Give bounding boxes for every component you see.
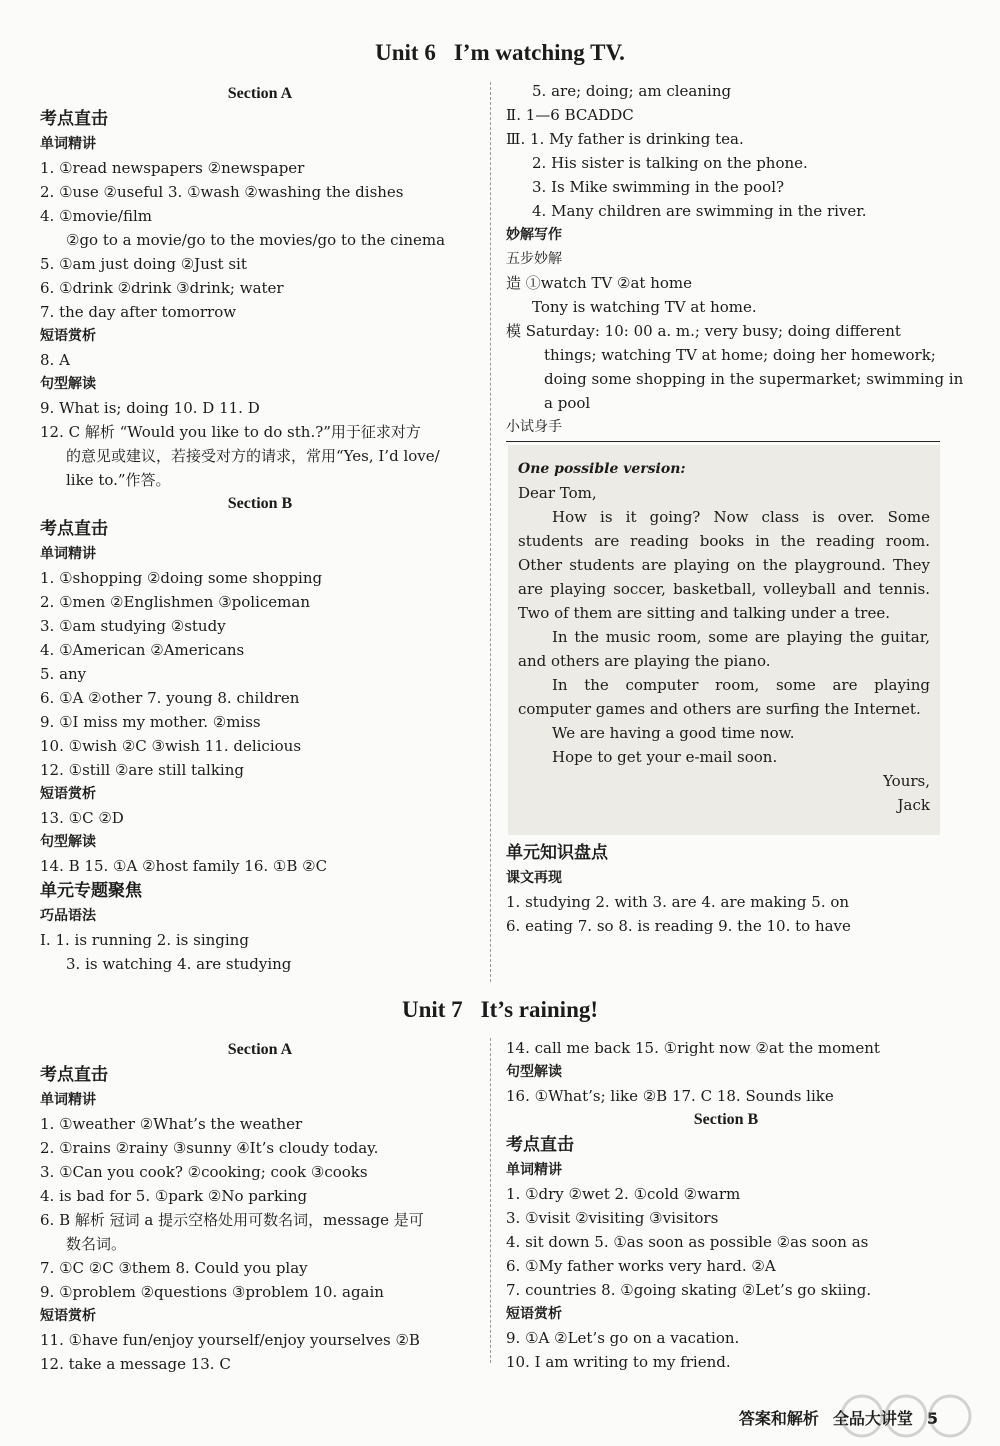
section-heading: Section A xyxy=(227,1041,293,1058)
block-heading: 考点直击 xyxy=(506,1135,574,1155)
sample-essay xyxy=(508,445,940,835)
essay-paragraph: We are having a good time now. xyxy=(552,724,795,742)
answer-line: Tony is watching TV at home. xyxy=(532,298,757,316)
answer-line: 12. ①still ②are still talking xyxy=(40,761,244,779)
block-heading: 单元专题聚焦 xyxy=(40,881,142,901)
unit7-right-column xyxy=(506,1036,946,1374)
answer-line: 9. ①A ②Let’s go on a vacation. xyxy=(506,1329,740,1347)
sub-heading: 短语赏析 xyxy=(40,328,96,344)
answer-line: 11. ①have fun/enjoy yourself/enjoy yourselves ②B xyxy=(40,1331,420,1349)
answer-line: 14. call me back 15. ①right now ②at the moment xyxy=(506,1039,880,1057)
watermark-logo xyxy=(836,1390,976,1442)
essay-paragraph: Hope to get your e-mail soon. xyxy=(552,748,778,766)
answer-line: 5. any xyxy=(40,665,87,683)
section-heading: Section B xyxy=(227,495,293,512)
answer-line: 3. is watching 4. are studying xyxy=(66,955,292,973)
footer-label: 答案和解析 xyxy=(738,1409,819,1428)
answer-line: like to.”作答。 xyxy=(66,471,171,489)
answer-line: doing some shopping in the supermarket; swimming in xyxy=(544,370,964,388)
sub-heading: 短语赏析 xyxy=(40,1308,96,1324)
answer-line: ②go to a movie/go to the movies/go to the cinema xyxy=(66,231,446,249)
section-heading: Section A xyxy=(227,85,293,102)
answer-line: a pool xyxy=(544,394,591,412)
essay-closing: Yours, xyxy=(883,772,930,790)
column-divider-unit7 xyxy=(490,1038,491,1363)
sub-heading: 五步妙解 xyxy=(506,251,562,267)
sub-heading: 句型解读 xyxy=(506,1064,562,1080)
sub-heading: 单词精讲 xyxy=(40,1092,96,1108)
answer-line: Ⅰ. 1. is running 2. is singing xyxy=(40,931,249,949)
answer-line: 14. B 15. ①A ②host family 16. ①B ②C xyxy=(40,857,328,875)
unit6-knowledge-review xyxy=(506,840,946,938)
answer-line: 模 Saturday: 10: 00 a. m.; very busy; doing different xyxy=(506,322,901,340)
answer-line: 4. ①American ②Americans xyxy=(40,641,245,659)
answer-line: 1. ①shopping ②doing some shopping xyxy=(40,569,323,587)
unit6-title xyxy=(0,40,1000,66)
block-heading: 考点直击 xyxy=(40,519,108,539)
unit7-left-column xyxy=(40,1038,480,1376)
answer-line: 2. ①men ②Englishmen ③policeman xyxy=(40,593,310,611)
answer-line: 5. are; doing; am cleaning xyxy=(532,82,732,100)
answer-line: 3. ①Can you cook? ②cooking; cook ③cooks xyxy=(40,1163,368,1181)
answer-line: 9. What is; doing 10. D 11. D xyxy=(40,399,260,417)
answer-line: 6. ①My father works very hard. ②A xyxy=(506,1257,776,1275)
unit6-heading: I’m watching TV. xyxy=(453,40,625,65)
essay-paragraph: In the computer room, some are playing computer games and others are surfing the Internet. xyxy=(518,676,930,718)
answer-line: 8. A xyxy=(40,351,70,369)
essay-paragraph: In the music room, some are playing the guitar, and others are playing the piano. xyxy=(518,628,930,670)
sub-heading: 句型解读 xyxy=(40,376,96,392)
sub-heading: 小试身手 xyxy=(506,419,562,435)
section-heading: Section B xyxy=(693,1111,759,1128)
answer-line: 9. ①problem ②questions ③problem 10. again xyxy=(40,1283,384,1301)
sub-heading: 短语赏析 xyxy=(40,786,96,802)
unit6-number: Unit 6 xyxy=(375,40,436,65)
answer-line: 3. ①visit ②visiting ③visitors xyxy=(506,1209,719,1227)
answer-line: Ⅱ. 1—6 BCADDC xyxy=(506,106,634,124)
sub-heading: 短语赏析 xyxy=(506,1306,562,1322)
answer-line: 7. the day after tomorrow xyxy=(40,303,237,321)
answer-line: 造 ①watch TV ②at home xyxy=(506,274,692,292)
answer-line: 9. ①I miss my mother. ②miss xyxy=(40,713,261,731)
essay-paragraph: How is it going? Now class is over. Some students are reading books in the reading room. Other students are playing on the playground. They are playing soccer, basketball, volleyball and tennis. Two of them are sitting and talking under a tree. xyxy=(518,508,930,622)
essay-greeting: Dear Tom, xyxy=(518,484,597,502)
answer-line: 10. I am writing to my friend. xyxy=(506,1353,731,1371)
footer-brand: 全品大讲堂 xyxy=(832,1409,913,1428)
answer-line: 的意见或建议，若接受对方的请求，常用“Yes, I’d love/ xyxy=(66,447,440,465)
answer-line: 4. is bad for 5. ①park ②No parking xyxy=(40,1187,308,1205)
unit7-number: Unit 7 xyxy=(401,997,463,1022)
sub-heading: 单词精讲 xyxy=(40,546,96,562)
answer-line: 6. ①A ②other 7. young 8. children xyxy=(40,689,300,707)
answer-line: 1. ①weather ②What’s the weather xyxy=(40,1115,303,1133)
unit7-title xyxy=(0,997,1000,1023)
answer-line: 2. His sister is talking on the phone. xyxy=(532,154,808,172)
essay-top-rule xyxy=(506,441,940,442)
answer-line: 数名词。 xyxy=(66,1235,127,1253)
answer-line: 3. Is Mike swimming in the pool? xyxy=(532,178,785,196)
answer-line: 4. Many children are swimming in the river. xyxy=(532,202,867,220)
answer-line: 6. B 解析 冠词 a 提示空格处用可数名词，message 是可 xyxy=(40,1211,424,1229)
answer-line: 4. ①movie/film xyxy=(40,207,153,225)
sub-heading: 巧品语法 xyxy=(40,908,96,924)
answer-line: things; watching TV at home; doing her homework; xyxy=(544,346,936,364)
answer-line: 2. ①rains ②rainy ③sunny ④It’s cloudy today. xyxy=(40,1139,379,1157)
block-heading: 考点直击 xyxy=(40,109,108,129)
answer-line: 1. ①dry ②wet 2. ①cold ②warm xyxy=(506,1185,741,1203)
sub-heading: 句型解读 xyxy=(40,834,96,850)
block-heading: 单元知识盘点 xyxy=(506,843,608,863)
essay-signature: Jack xyxy=(897,796,930,814)
unit6-right-column xyxy=(506,79,964,439)
answer-line: Ⅲ. 1. My father is drinking tea. xyxy=(506,130,744,148)
answer-line: 10. ①wish ②C ③wish 11. delicious xyxy=(40,737,302,755)
answer-line: 1. ①read newspapers ②newspaper xyxy=(40,159,305,177)
answer-line: 2. ①use ②useful 3. ①wash ②washing the dishes xyxy=(40,183,404,201)
answer-line: 6. ①drink ②drink ③drink; water xyxy=(40,279,284,297)
answer-line: 3. ①am studying ②study xyxy=(40,617,226,635)
answer-line: 12. C 解析 “Would you like to do sth.?”用于征求对方 xyxy=(40,423,421,441)
answer-line: 6. eating 7. so 8. is reading 9. the 10. to have xyxy=(506,917,851,935)
unit7-heading: It’s raining! xyxy=(480,997,599,1022)
sub-heading: 妙解写作 xyxy=(506,227,562,243)
page-number: 5 xyxy=(926,1409,938,1428)
answer-line: 4. sit down 5. ①as soon as possible ②as soon as xyxy=(506,1233,869,1251)
answer-line: 16. ①What’s; like ②B 17. C 18. Sounds like xyxy=(506,1087,834,1105)
sub-heading: 课文再现 xyxy=(506,870,562,886)
essay-version-label: One possible version: xyxy=(518,461,686,477)
answer-line: 5. ①am just doing ②Just sit xyxy=(40,255,247,273)
sub-heading: 单词精讲 xyxy=(506,1162,562,1178)
sub-heading: 单词精讲 xyxy=(40,136,96,152)
column-divider xyxy=(490,82,491,982)
unit6-left-column xyxy=(40,82,480,976)
answer-line: 13. ①C ②D xyxy=(40,809,124,827)
block-heading: 考点直击 xyxy=(40,1065,108,1085)
answer-line: 7. countries 8. ①going skating ②Let’s go skiing. xyxy=(506,1281,872,1299)
answer-line: 7. ①C ②C ③them 8. Could you play xyxy=(40,1259,308,1277)
answer-line: 1. studying 2. with 3. are 4. are making 5. on xyxy=(506,893,850,911)
answer-line: 12. take a message 13. C xyxy=(40,1355,231,1373)
